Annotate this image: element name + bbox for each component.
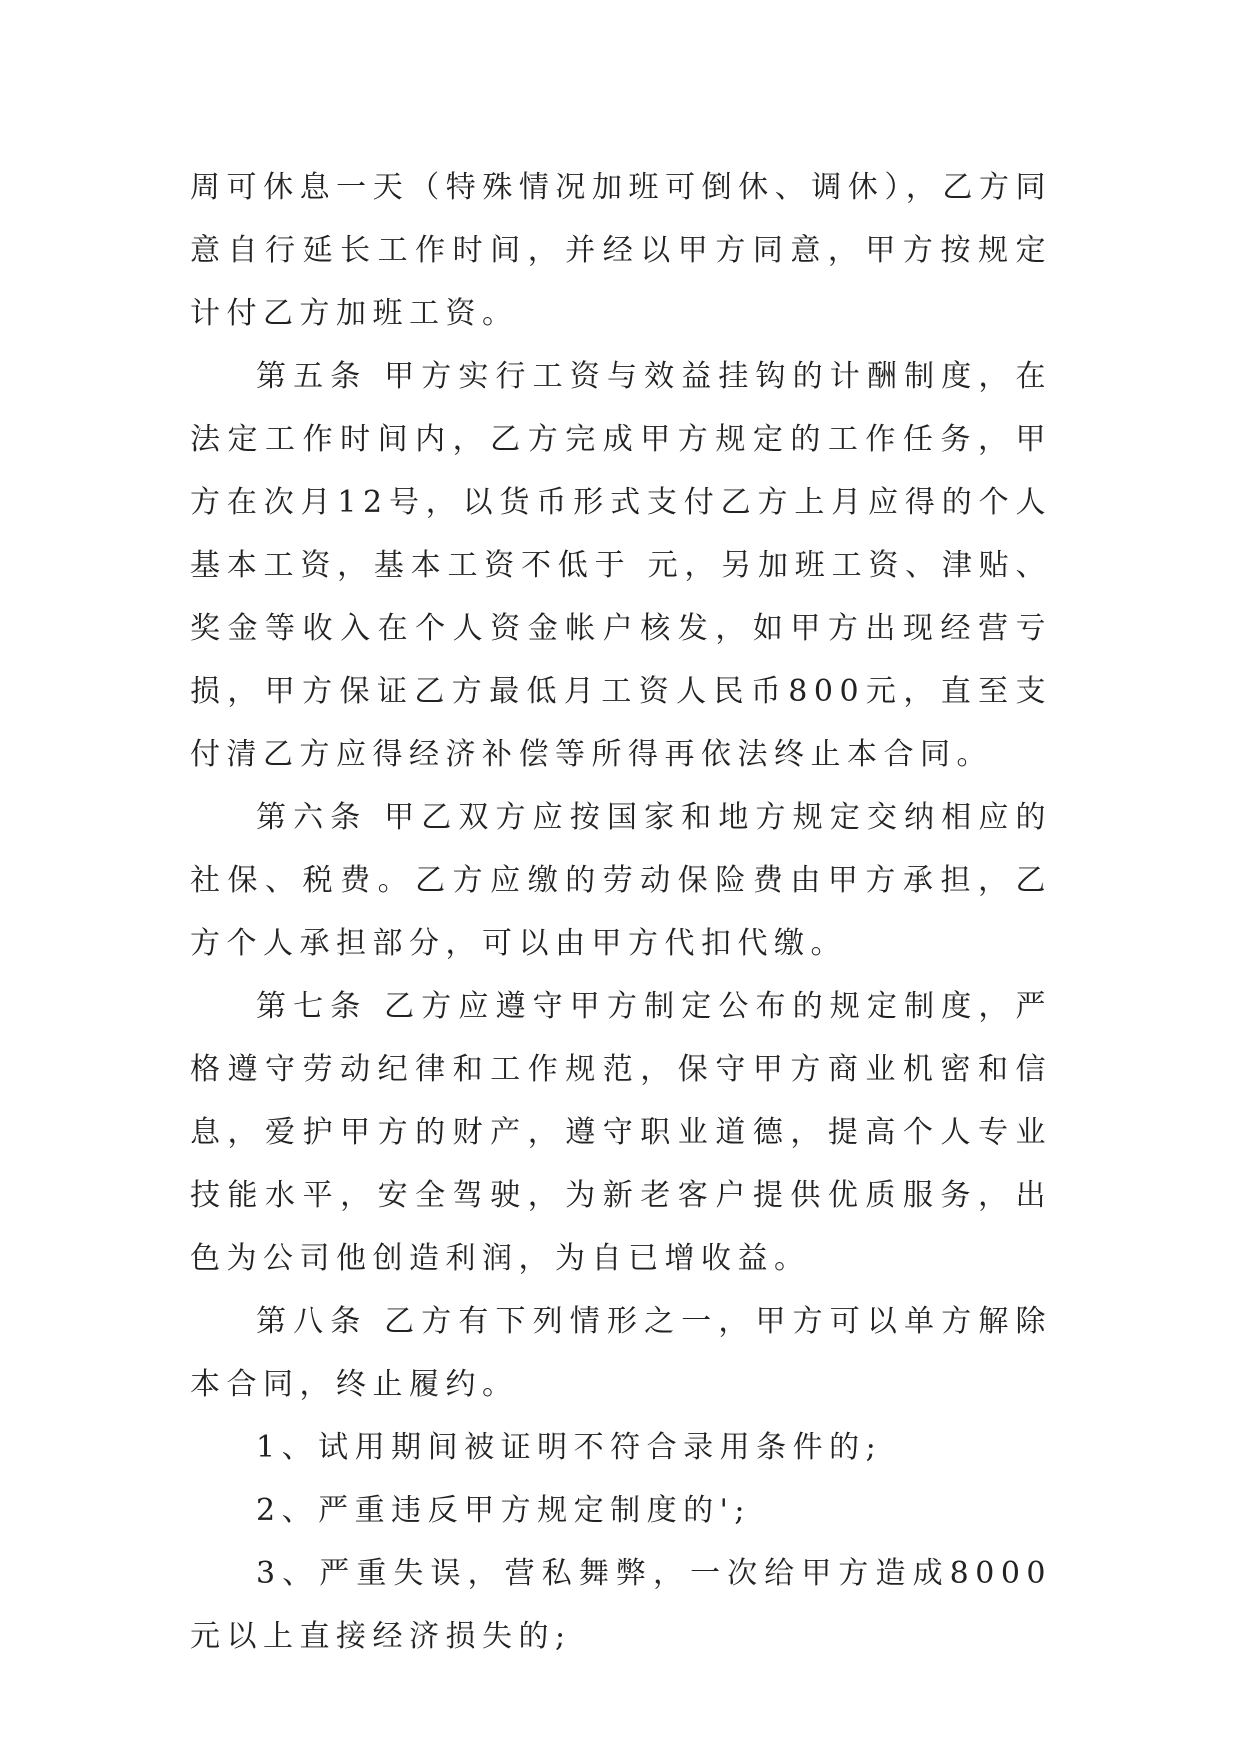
list-item-1: 1、试用期间被证明不符合录用条件的; [256,1430,883,1465]
document-body [190,156,1052,1668]
paragraph-article-5: 第五条 甲方实行工资与效益挂钩的计酬制度，在法定工作时间内，乙方完成甲方规定的工作任务，甲方在次月12号，以货币形式支付乙方上月应得的个人基本工资，基本工资不低于 元，另加班工资、津贴、奖金等收入在个人资金帐户核发，如甲方出现经营亏损，甲方保证乙方最低月工资人民币800元，直至支付清乙方应得经济补偿等所得再依法终止本合同。 [190,359,1052,772]
paragraph-article-6: 第六条 甲乙双方应按国家和地方规定交纳相应的社保、税费。乙方应缴的劳动保险费由甲方承担，乙方个人承担部分，可以由甲方代扣代缴。 [190,800,1052,961]
paragraph-continuation: 周可休息一天（特殊情况加班可倒休、调休），乙方同意自行延长工作时间，并经以甲方同意，甲方按规定计付乙方加班工资。 [190,170,1052,331]
paragraph-article-7: 第七条 乙方应遵守甲方制定公布的规定制度，严格遵守劳动纪律和工作规范，保守甲方商业机密和信息，爱护甲方的财产，遵守职业道德，提高个人专业技能水平，安全驾驶，为新老客户提供优质服务，出色为公司他创造利润，为自已增收益。 [190,989,1052,1276]
paragraph-article-8: 第八条 乙方有下列情形之一，甲方可以单方解除本合同，终止履约。 [190,1304,1052,1402]
list-item-2: 2、严重违反甲方规定制度的'; [256,1493,751,1528]
list-item-3: 3、严重失误，营私舞弊，一次给甲方造成8000元以上直接经济损失的; [190,1556,1052,1654]
